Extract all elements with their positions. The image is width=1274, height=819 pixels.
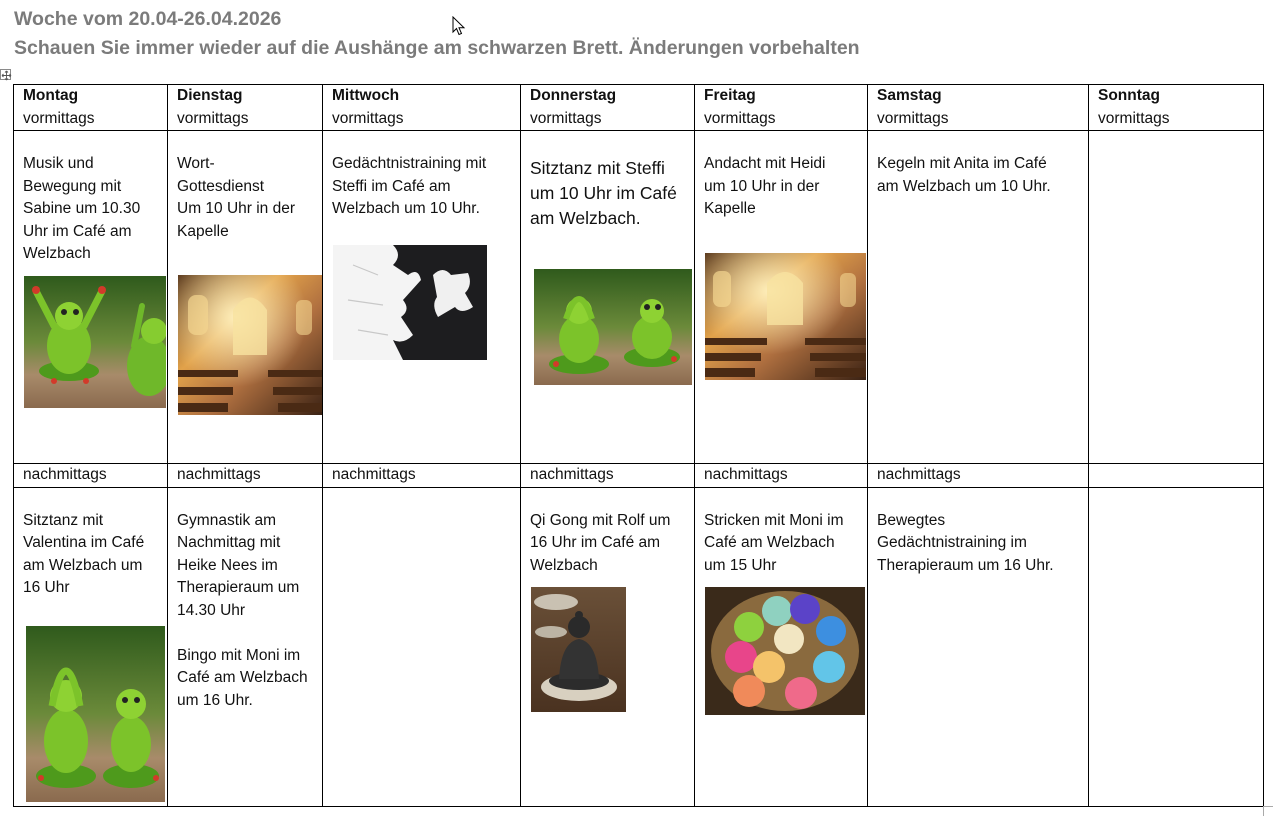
header-cell-mittwoch	[323, 85, 521, 131]
afternoon-label-mittwoch	[323, 464, 521, 488]
header-cell-dienstag	[168, 85, 323, 131]
table-move-handle-icon[interactable]	[0, 69, 11, 80]
afternoon-cell-samstag[interactable]	[868, 487, 1089, 806]
header-cell-freitag	[695, 85, 868, 131]
afternoon-cell-montag[interactable]	[14, 487, 168, 806]
chapel-icon	[178, 275, 322, 415]
morning-label: vormittags	[177, 109, 249, 127]
activity-text: Gymnastik am Nachmittag mit Heike Nees im Therapieraum um 14.30 Uhr Bingo mit Moni im Café am Welzbach um 16 Uhr.	[177, 511, 308, 709]
activity-text: Musik und Bewegung mit Sabine um 10.30 Uhr im Café am Welzbach	[23, 155, 141, 262]
activity-text: Qi Gong mit Rolf um 16 Uhr im Café am Welzbach	[530, 511, 671, 574]
header-cell-donnerstag	[521, 85, 695, 131]
afternoon-cell-dienstag[interactable]	[168, 487, 323, 806]
day-name: Dienstag	[177, 87, 243, 104]
morning-cell-mittwoch[interactable]	[323, 131, 521, 464]
page-title: Woche vom 20.04-26.04.2026	[14, 8, 282, 30]
afternoon-cell-mittwoch[interactable]	[323, 487, 521, 806]
morning-label: vormittags	[1098, 109, 1170, 127]
morning-label: vormittags	[530, 109, 602, 127]
afternoon-label: nachmittags	[877, 466, 961, 483]
afternoon-label: nachmittags	[332, 466, 416, 483]
afternoon-label-freitag	[695, 464, 868, 488]
afternoon-label: nachmittags	[704, 466, 788, 483]
puzzle-icon	[333, 245, 487, 360]
morning-cell-dienstag[interactable]	[168, 131, 323, 464]
mouse-cursor-icon	[452, 16, 466, 36]
day-name: Freitag	[704, 87, 756, 104]
morning-label: vormittags	[704, 109, 776, 127]
day-name: Mittwoch	[332, 87, 400, 104]
page-subtitle: Schauen Sie immer wieder auf die Aushänge am schwarzen Brett. Änderungen vorbehalten	[14, 37, 860, 59]
activity-text: Kegeln mit Anita im Café am Welzbach um 10 Uhr.	[877, 155, 1051, 195]
afternoon-label-montag	[14, 464, 168, 488]
afternoon-cell-freitag[interactable]	[695, 487, 868, 806]
header-cell-samstag	[868, 85, 1089, 131]
afternoon-label-dienstag	[168, 464, 323, 488]
afternoon-cell-donnerstag[interactable]	[521, 487, 695, 806]
activity-text: Sitztanz mit Steffi um 10 Uhr im Café am Welzbach.	[530, 158, 677, 228]
chapel-icon	[705, 253, 866, 380]
morning-label: vormittags	[23, 109, 95, 127]
afternoon-cell-sonntag[interactable]	[1089, 487, 1264, 806]
morning-cell-freitag[interactable]	[695, 131, 868, 464]
morning-cell-sonntag[interactable]	[1089, 131, 1264, 464]
frogs-yoga-icon	[24, 276, 166, 408]
day-name: Donnerstag	[530, 87, 617, 104]
afternoon-label-row	[14, 464, 1264, 488]
week-schedule-table	[13, 84, 1264, 807]
morning-cell-samstag[interactable]	[868, 131, 1089, 464]
afternoon-label: nachmittags	[177, 466, 261, 483]
day-header-row	[14, 85, 1264, 131]
yarn-basket-icon	[705, 587, 865, 715]
frogs-yoga-icon	[534, 269, 692, 385]
day-name: Samstag	[877, 87, 942, 104]
activity-text: Stricken mit Moni im Café am Welzbach um 15 Uhr	[704, 511, 844, 574]
morning-label: vormittags	[877, 109, 949, 127]
activity-text: Andacht mit Heidi um 10 Uhr in der Kapelle	[704, 155, 826, 217]
morning-label: vormittags	[332, 109, 404, 127]
day-name: Sonntag	[1098, 87, 1160, 104]
header-cell-sonntag	[1089, 85, 1264, 131]
afternoon-label-sonntag	[1089, 464, 1264, 488]
afternoon-label: nachmittags	[23, 466, 107, 483]
afternoon-row	[14, 487, 1264, 806]
buddha-statue-icon	[531, 587, 626, 712]
afternoon-label-donnerstag	[521, 464, 695, 488]
morning-cell-montag[interactable]	[14, 131, 168, 464]
frogs-yoga-icon	[26, 626, 165, 802]
table-resize-handle[interactable]	[1263, 806, 1273, 816]
activity-text: Bewegtes Gedächtnistraining im Therapieraum um 16 Uhr.	[877, 511, 1054, 574]
text-cursor	[1263, 131, 1264, 152]
header-cell-montag	[14, 85, 168, 131]
activity-text: Sitztanz mit Valentina im Café am Welzbach um 16 Uhr	[23, 511, 145, 596]
day-name: Montag	[23, 87, 79, 104]
afternoon-label: nachmittags	[530, 466, 614, 483]
activity-text: Wort- Gottesdienst Um 10 Uhr in der Kapelle	[177, 155, 296, 240]
afternoon-label-samstag	[868, 464, 1089, 488]
morning-row	[14, 131, 1264, 464]
morning-cell-donnerstag[interactable]	[521, 131, 695, 464]
activity-text: Gedächtnistraining mit Steffi im Café am Welzbach um 10 Uhr.	[332, 155, 487, 217]
